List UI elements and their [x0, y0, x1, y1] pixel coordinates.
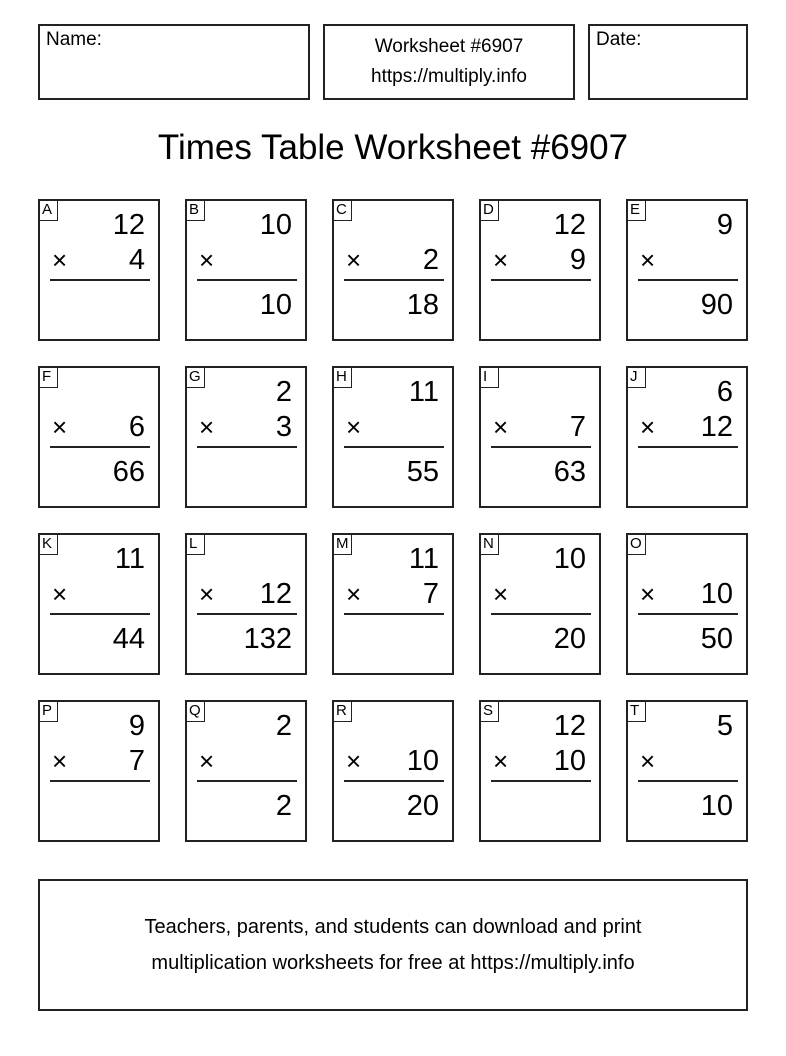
product: 10	[259, 289, 292, 321]
answer-rule	[50, 780, 150, 782]
problem-box	[479, 533, 601, 675]
multiplicand: 11	[408, 543, 439, 575]
answer-rule	[197, 279, 297, 281]
problem-label: K	[38, 533, 58, 555]
problem-box	[332, 533, 454, 675]
times-symbol: ×	[640, 746, 656, 776]
problem-box	[479, 199, 601, 341]
problem-box	[332, 700, 454, 842]
problem-box	[185, 199, 307, 341]
problem-label: O	[626, 533, 646, 555]
answer-rule	[638, 446, 738, 448]
multiplier: 10	[406, 745, 439, 777]
problem-box	[626, 366, 748, 508]
problem-box	[626, 700, 748, 842]
times-symbol: ×	[52, 746, 68, 776]
times-symbol: ×	[346, 245, 362, 275]
problem-box	[38, 199, 160, 341]
answer-rule	[197, 780, 297, 782]
product: 63	[553, 456, 586, 488]
name-field-box[interactable]	[38, 24, 310, 100]
problem-label: F	[38, 366, 58, 388]
product: 50	[700, 623, 733, 655]
problem-label: B	[185, 199, 205, 221]
multiplier: 9	[569, 244, 586, 276]
page-title: Times Table Worksheet #6907	[157, 128, 629, 167]
problem-label: M	[332, 533, 352, 555]
multiplier: 10	[553, 745, 586, 777]
problem-label: P	[38, 700, 58, 722]
multiplicand: 10	[553, 543, 586, 575]
times-symbol: ×	[346, 412, 362, 442]
multiplier: 7	[422, 578, 439, 610]
answer-rule	[344, 613, 444, 615]
multiplier: 12	[700, 411, 733, 443]
product: 10	[700, 790, 733, 822]
problem-label: Q	[185, 700, 205, 722]
multiplicand: 2	[275, 710, 292, 742]
times-symbol: ×	[199, 245, 215, 275]
problem-box	[38, 700, 160, 842]
answer-rule	[50, 446, 150, 448]
product: 90	[700, 289, 733, 321]
problem-label: S	[479, 700, 499, 722]
multiplicand: 11	[114, 543, 145, 575]
multiplicand: 9	[128, 710, 145, 742]
product: 44	[112, 623, 145, 655]
times-symbol: ×	[199, 579, 215, 609]
date-label: Date:	[596, 29, 642, 50]
answer-rule	[491, 446, 591, 448]
problem-box	[38, 533, 160, 675]
multiplicand: 9	[716, 209, 733, 241]
problem-label: E	[626, 199, 646, 221]
worksheet-url: https://multiply.info	[371, 66, 527, 87]
multiplier: 4	[128, 244, 145, 276]
problem-box	[185, 700, 307, 842]
answer-rule	[491, 613, 591, 615]
product: 20	[553, 623, 586, 655]
multiplier: 6	[128, 411, 145, 443]
answer-rule	[638, 613, 738, 615]
times-symbol: ×	[640, 412, 656, 442]
problem-label: L	[185, 533, 205, 555]
problem-label: A	[38, 199, 58, 221]
problem-box	[479, 700, 601, 842]
worksheet-number: Worksheet #6907	[374, 36, 524, 57]
answer-rule	[344, 446, 444, 448]
problem-label: I	[479, 366, 499, 388]
times-symbol: ×	[346, 579, 362, 609]
problem-box	[332, 366, 454, 508]
problem-box	[626, 533, 748, 675]
product: 66	[112, 456, 145, 488]
multiplier: 7	[569, 411, 586, 443]
problem-label: T	[626, 700, 646, 722]
multiplicand: 6	[716, 376, 733, 408]
problem-box	[332, 199, 454, 341]
problem-box	[626, 199, 748, 341]
times-symbol: ×	[640, 579, 656, 609]
multiplier: 10	[700, 578, 733, 610]
multiplicand: 12	[553, 209, 586, 241]
times-symbol: ×	[493, 245, 509, 275]
footer-text-line-1: Teachers, parents, and students can download and print	[144, 916, 642, 938]
multiplier: 7	[128, 745, 145, 777]
multiplicand: 10	[259, 209, 292, 241]
answer-rule	[344, 780, 444, 782]
problem-box	[185, 533, 307, 675]
problem-label: G	[185, 366, 205, 388]
answer-rule	[50, 613, 150, 615]
product: 18	[406, 289, 439, 321]
times-symbol: ×	[52, 412, 68, 442]
times-symbol: ×	[493, 746, 509, 776]
footer-text-line-2: multiplication worksheets for free at https://multiply.info	[151, 952, 635, 974]
times-symbol: ×	[493, 412, 509, 442]
worksheet-info-box	[323, 24, 575, 100]
answer-rule	[491, 279, 591, 281]
problem-label: H	[332, 366, 352, 388]
problem-label: N	[479, 533, 499, 555]
multiplicand: 12	[112, 209, 145, 241]
multiplier: 2	[422, 244, 439, 276]
answer-rule	[197, 446, 297, 448]
times-symbol: ×	[52, 245, 68, 275]
problem-label: J	[626, 366, 646, 388]
footer-box	[38, 879, 748, 1011]
product: 55	[406, 456, 439, 488]
answer-rule	[638, 279, 738, 281]
multiplicand: 2	[275, 376, 292, 408]
name-label: Name:	[46, 29, 102, 50]
multiplier: 12	[259, 578, 292, 610]
product: 20	[406, 790, 439, 822]
times-symbol: ×	[52, 579, 68, 609]
product: 132	[243, 623, 292, 655]
answer-rule	[50, 279, 150, 281]
problem-label: C	[332, 199, 352, 221]
product: 2	[275, 790, 292, 822]
multiplier: 3	[275, 411, 292, 443]
problem-box	[479, 366, 601, 508]
times-symbol: ×	[640, 245, 656, 275]
answer-rule	[197, 613, 297, 615]
problem-label: R	[332, 700, 352, 722]
times-symbol: ×	[199, 746, 215, 776]
problem-box	[185, 366, 307, 508]
answer-rule	[638, 780, 738, 782]
times-symbol: ×	[346, 746, 362, 776]
answer-rule	[344, 279, 444, 281]
multiplicand: 11	[408, 376, 439, 408]
multiplicand: 12	[553, 710, 586, 742]
problem-box	[38, 366, 160, 508]
times-symbol: ×	[493, 579, 509, 609]
answer-rule	[491, 780, 591, 782]
times-symbol: ×	[199, 412, 215, 442]
date-field-box[interactable]	[588, 24, 748, 100]
multiplicand: 5	[716, 710, 733, 742]
problem-label: D	[479, 199, 499, 221]
